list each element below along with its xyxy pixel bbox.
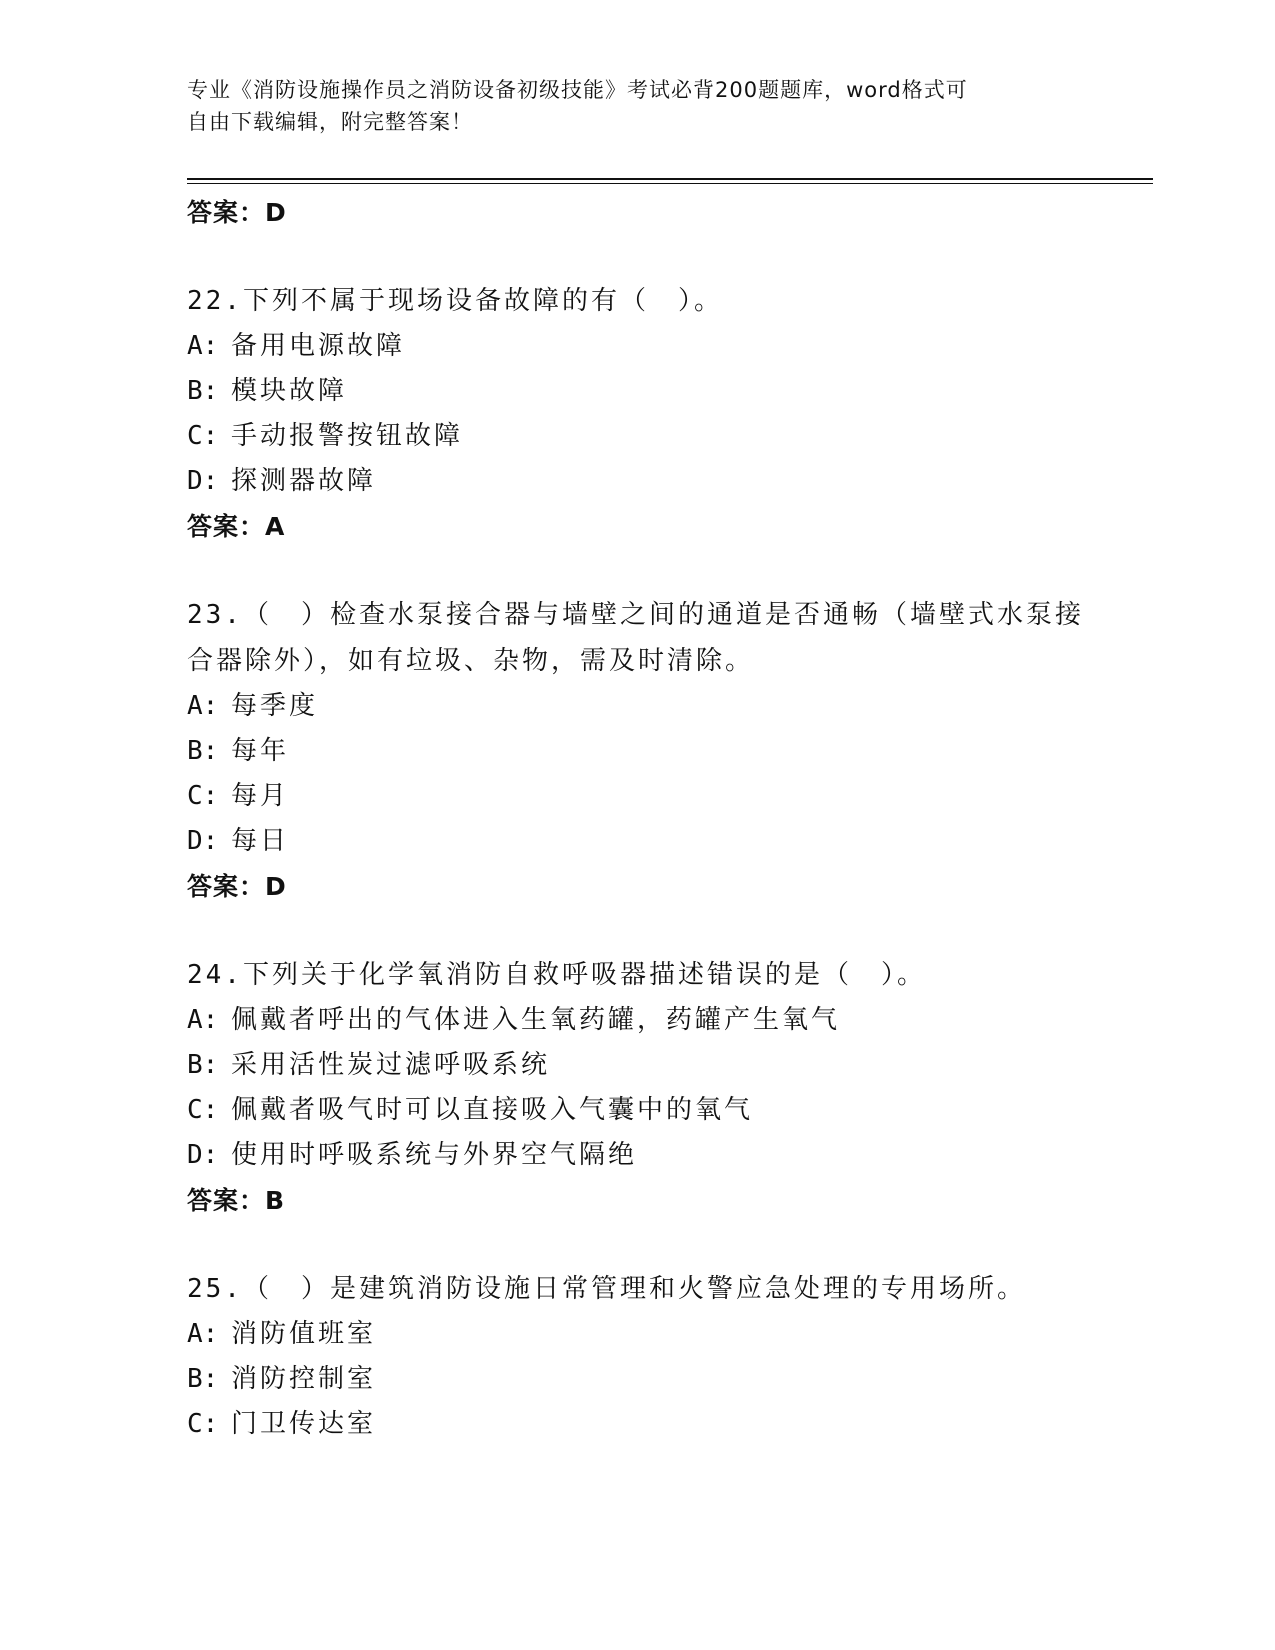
header-line-1: 专业《消防设施操作员之消防设备初级技能》考试必背200题题库，word格式可 — [187, 78, 968, 102]
option-label: D: — [187, 1140, 219, 1170]
option-c — [187, 1088, 1087, 1133]
option-b — [187, 369, 1087, 414]
option-label: C: — [187, 421, 219, 451]
question-22 — [187, 278, 1087, 550]
option-label: C: — [187, 1409, 219, 1439]
option-text: 备用电源故障 — [231, 331, 406, 361]
option-label: C: — [187, 781, 219, 811]
option-text: 使用时呼吸系统与外界空气隔绝 — [231, 1140, 638, 1170]
option-c — [187, 774, 1087, 819]
option-text: 每月 — [231, 781, 290, 811]
option-label: D: — [187, 466, 219, 496]
option-text: 每年 — [231, 736, 290, 766]
option-d — [187, 459, 1087, 504]
question-stem: 24.下列关于化学氧消防自救呼吸器描述错误的是（ ）。 — [187, 960, 926, 990]
option-d — [187, 1133, 1087, 1178]
option-text: 佩戴者呼出的气体进入生氧药罐，药罐产生氧气 — [231, 1005, 841, 1035]
question-stem: 23.（ ）检查水泵接合器与墙壁之间的通道是否通畅（墙壁式水泵接合器除外），如有垃圾、杂物，需及时清除。 — [187, 600, 1084, 676]
option-c — [187, 414, 1087, 459]
option-text: 门卫传达室 — [231, 1409, 377, 1439]
option-d — [187, 819, 1087, 864]
question-stem: 22.下列不属于现场设备故障的有（ ）。 — [187, 286, 723, 316]
option-b — [187, 729, 1087, 774]
option-text: 采用活性炭过滤呼吸系统 — [231, 1050, 551, 1080]
answer-line: 答案：D — [187, 872, 287, 901]
option-label: B: — [187, 736, 219, 766]
option-text: 消防值班室 — [231, 1319, 377, 1349]
option-b — [187, 1043, 1087, 1088]
question-25 — [187, 1266, 1087, 1447]
option-label: B: — [187, 376, 219, 406]
question-list — [187, 190, 1087, 1447]
option-label: A: — [187, 1319, 219, 1349]
header-rule-thin — [187, 183, 1153, 184]
answer-line: 答案：D — [187, 198, 287, 227]
option-label: D: — [187, 826, 219, 856]
option-text: 每日 — [231, 826, 290, 856]
question-23 — [187, 592, 1087, 910]
option-text: 佩戴者吸气时可以直接吸入气囊中的氧气 — [231, 1095, 754, 1125]
question-stem: 25.（ ）是建筑消防设施日常管理和火警应急处理的专用场所。 — [187, 1274, 1026, 1304]
option-a — [187, 324, 1087, 369]
option-a — [187, 998, 1087, 1043]
answer-line: 答案：B — [187, 1186, 286, 1215]
question-24 — [187, 952, 1087, 1224]
option-label: A: — [187, 1005, 219, 1035]
option-label: B: — [187, 1364, 219, 1394]
option-label: A: — [187, 691, 219, 721]
option-a — [187, 1312, 1087, 1357]
option-text: 消防控制室 — [231, 1364, 377, 1394]
document-header — [187, 74, 1067, 138]
option-text: 每季度 — [231, 691, 319, 721]
option-label: C: — [187, 1095, 219, 1125]
option-text: 手动报警按钮故障 — [231, 421, 464, 451]
option-label: A: — [187, 331, 219, 361]
option-c — [187, 1402, 1087, 1447]
header-line-2: 自由下载编辑，附完整答案！ — [187, 110, 473, 134]
answer-line: 答案：A — [187, 512, 286, 541]
option-text: 探测器故障 — [231, 466, 377, 496]
option-b — [187, 1357, 1087, 1402]
option-text: 模块故障 — [231, 376, 348, 406]
header-rule-thick — [187, 178, 1153, 180]
option-a — [187, 684, 1087, 729]
option-label: B: — [187, 1050, 219, 1080]
